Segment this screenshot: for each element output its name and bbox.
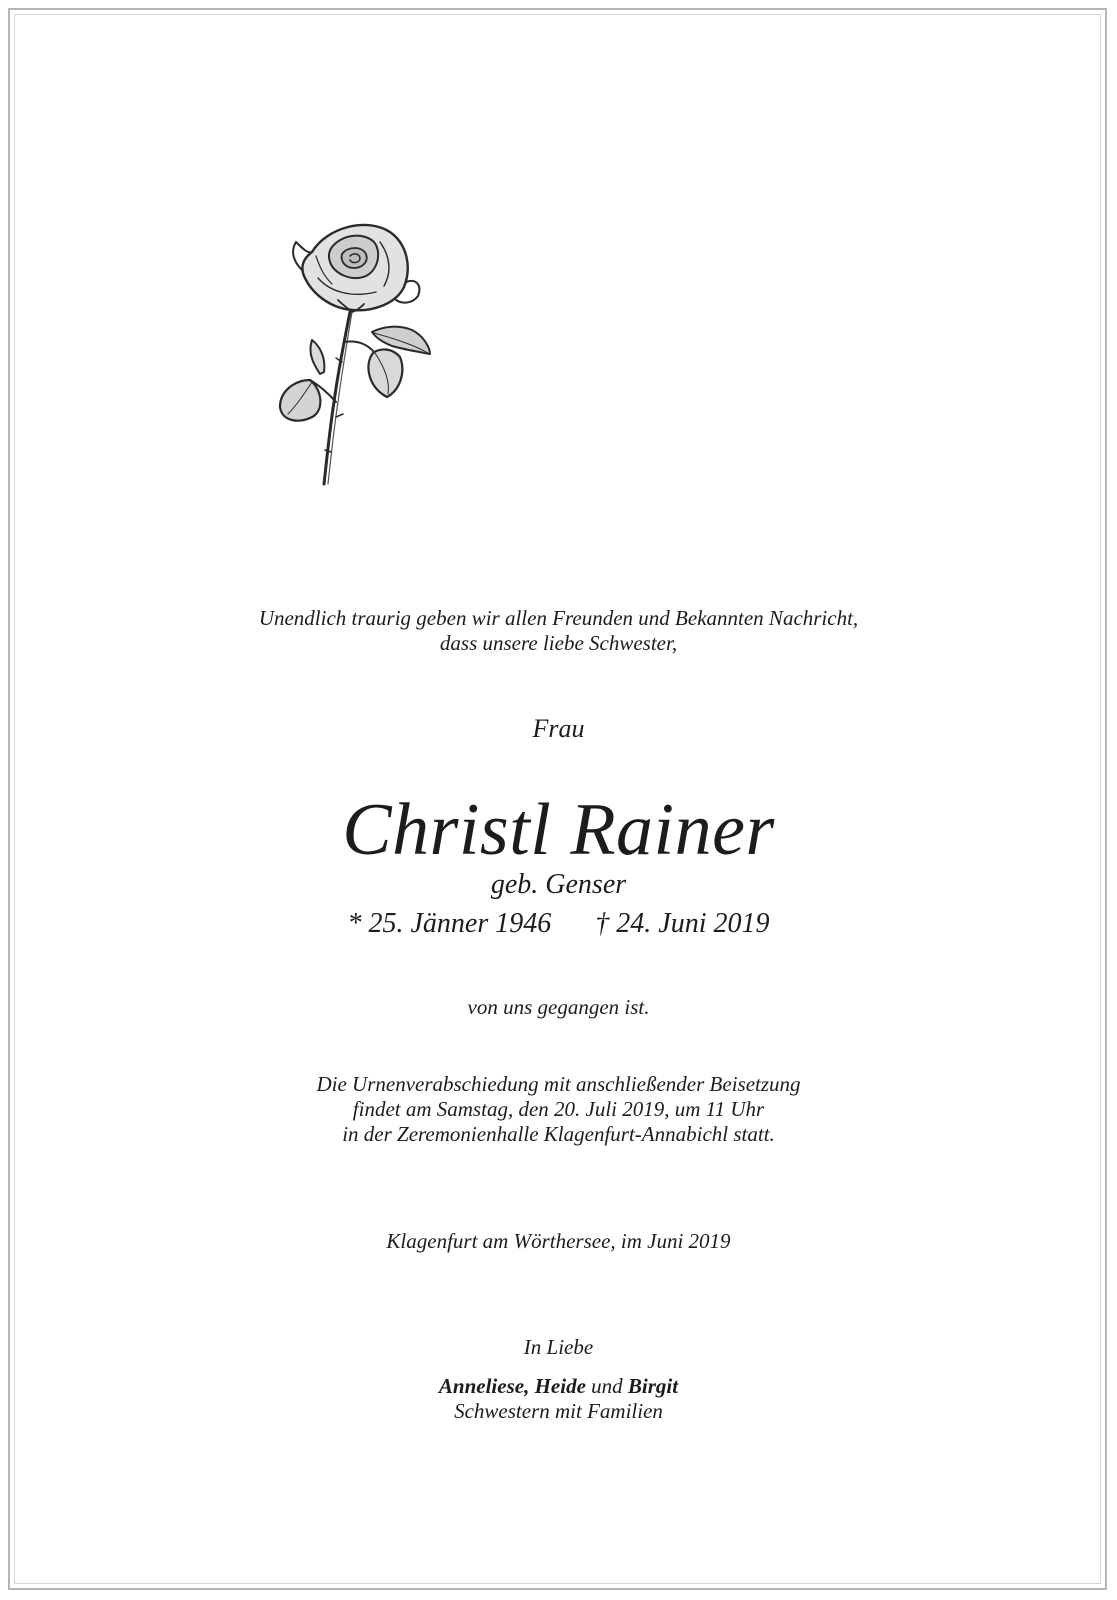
ceremony-line-2: findet am Samstag, den 20. Juli 2019, um 11 Uhr [352, 1097, 765, 1121]
death-date: † 24. Juni 2019 [595, 908, 770, 939]
ceremony-line-3: in der Zeremonienhalle Klagenfurt-Annabichl statt. [342, 1122, 775, 1146]
signers [0, 1374, 1117, 1399]
birth-name: geb. Genser [490, 869, 627, 900]
life-dates [0, 908, 1117, 940]
in-love: In Liebe [523, 1335, 594, 1359]
signer-names-1: Anneliese, Heide [438, 1374, 586, 1398]
place-date: Klagenfurt am Wörthersee, im Juni 2019 [386, 1229, 731, 1253]
passed-line: von uns gegangen ist. [467, 995, 650, 1019]
intro-line-1: Unendlich traurig geben wir allen Freunden und Bekannten Nachricht, [258, 606, 859, 630]
family-line: Schwestern mit Familien [454, 1399, 663, 1423]
birth-date: * 25. Jänner 1946 [347, 908, 552, 939]
salutation: Frau [532, 714, 585, 743]
signer-names-2: Birgit [627, 1374, 679, 1398]
ceremony-line-1: Die Urnenverabschiedung mit anschließender Beisetzung [316, 1072, 801, 1096]
intro-line-2: dass unsere liebe Schwester, [439, 631, 678, 655]
signer-connector: und [591, 1374, 623, 1398]
deceased-name: Christl Rainer [342, 789, 775, 871]
rose-icon [272, 212, 452, 502]
